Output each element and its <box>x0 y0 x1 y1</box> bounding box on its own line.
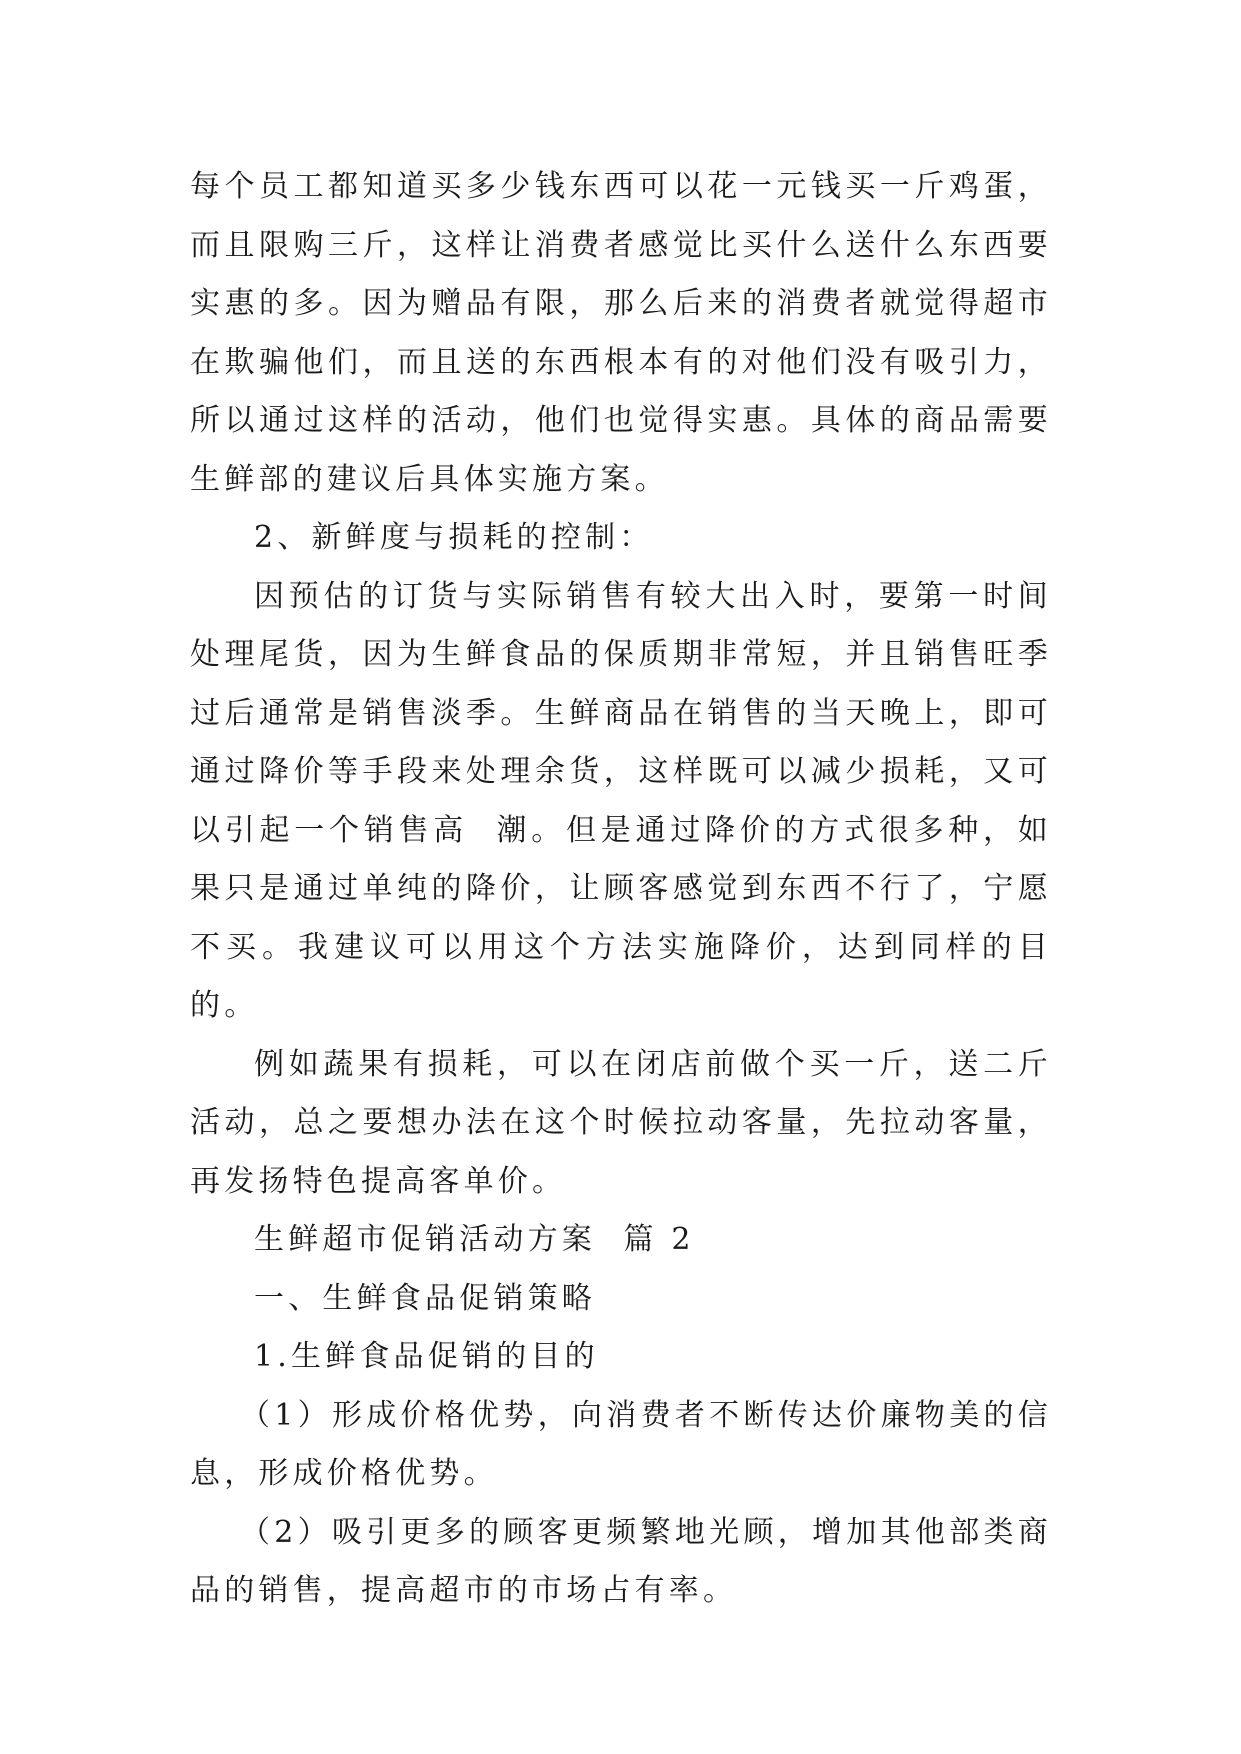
paragraph-strategy-heading: 一、生鲜食品促销策略 <box>254 1280 596 1316</box>
paragraph-plan-title: 生鲜超市促销活动方案 篇 2 <box>254 1222 695 1257</box>
paragraph-continued: 每个员工都知道买多少钱东西可以花一元钱买一斤鸡蛋，而且限购三斤，这样让消费者感觉比买什么送什么东西要实惠的多。因为赠品有限，那么后来的消费者就觉得超市在欺骗他们，而且送的东西根本有的对他们没有吸引力，所以通过这样的活动，他们也觉得实惠。具体的商品需要生鲜部的建议后具体实施方案。 <box>190 169 1052 497</box>
paragraph-freshness-control: 因预估的订货与实际销售有较大出入时，要第一时间处理尾货，因为生鲜食品的保质期非常短，并且销售旺季过后通常是销售淡季。生鲜商品在销售的当天晚上，即可通过降价等手段来处理余货，这样既可以减少损耗，又可以引起一个销售高 潮。但是通过降价的方式很多种，如果只是通过单纯的降价，让顾客感觉到东西不行了，宁愿不买。我建议可以用这个方法实施降价，达到同样的目的。 <box>190 578 1052 1023</box>
document-body <box>190 158 1052 1621</box>
paragraph-section-freshness-heading: 2、新鲜度与损耗的控制： <box>254 520 654 555</box>
paragraph-purpose-item-1: （1）形成价格优势，向消费者不断传达价廉物美的信息，形成价格优势。 <box>190 1397 1052 1491</box>
paragraph-purpose-item-2: （2）吸引更多的顾客更频繁地光顾，增加其他部类商品的销售，提高超市的市场占有率。 <box>190 1514 1052 1608</box>
paragraph-example: 例如蔬果有损耗，可以在闭店前做个买一斤，送二斤活动，总之要想办法在这个时候拉动客量，先拉动客量，再发扬特色提高客单价。 <box>190 1046 1052 1199</box>
paragraph-purpose-heading: 1.生鲜食品促销的目的 <box>254 1339 599 1374</box>
